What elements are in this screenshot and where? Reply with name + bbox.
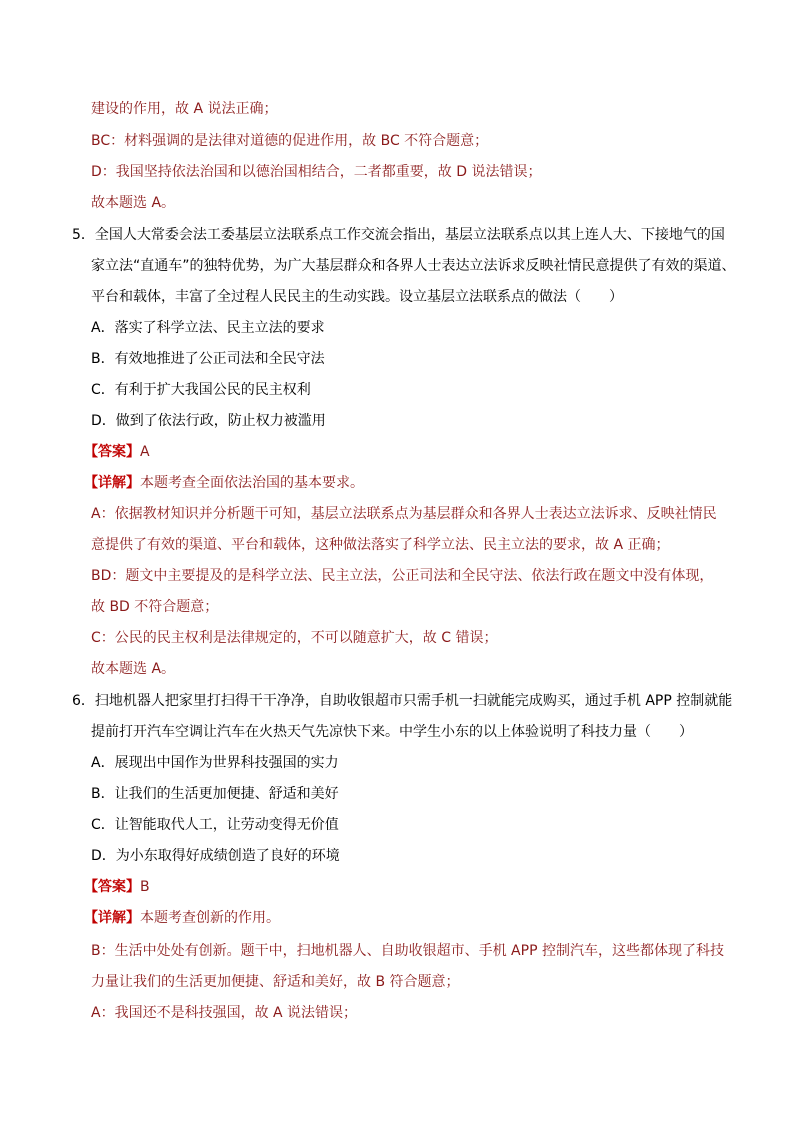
prev-explanation-line: 故本题选 A。	[91, 195, 176, 211]
q6-option-c: C．让智能取代人工，让劳动变得无价值	[91, 817, 339, 833]
q6-explanation-line: 力量让我们的生活更加便捷、舒适和美好，故 B 符合题意；	[91, 974, 460, 990]
q6-answer	[84, 877, 150, 897]
q6-explanation-line: B：生活中处处有创新。题干中，扫地机器人、自助收银超市、手机 APP 控制汽车，这些都体现了科技	[91, 943, 724, 959]
q6-detail	[84, 908, 280, 928]
answer-label: 【答案】	[84, 879, 140, 895]
answer-value: A	[140, 444, 150, 460]
q5-explanation-line: BD：题文中主要提及的是科学立法、民主立法，公正司法和全民守法、依法行政在题文中没有体现，	[91, 568, 714, 584]
prev-explanation-line: BC：材料强调的是法律对道德的促进作用，故 BC 不符合题意；	[91, 133, 489, 149]
prev-explanation-line: 建设的作用，故 A 说法正确；	[91, 101, 278, 117]
q6-stem-line: 6．扫地机器人把家里打扫得干干净净，自助收银超市只需手机一扫就能完成购买，通过手机 APP 控制就能	[72, 693, 733, 709]
q5-explanation-line: 故 BD 不符合题意；	[91, 599, 219, 615]
detail-intro: 本题考查创新的作用。	[140, 910, 280, 926]
q5-option-a: A．落实了科学立法、民主立法的要求	[91, 320, 325, 336]
detail-label: 【详解】	[84, 475, 140, 491]
q6-option-a: A．展现出中国作为世界科技强国的实力	[91, 755, 339, 771]
q5-detail	[84, 473, 364, 493]
answer-label: 【答案】	[84, 444, 140, 460]
detail-intro: 本题考查全面依法治国的基本要求。	[140, 475, 364, 491]
q5-option-c: C．有利于扩大我国公民的民主权利	[91, 382, 311, 398]
q5-explanation-line: A：依据教材知识并分析题干可知，基层立法联系点为基层群众和各界人士表达立法诉求、反映社情民	[91, 506, 717, 522]
prev-explanation-line: D：我国坚持依法治国和以德治国相结合，二者都重要，故 D 说法错误；	[91, 164, 542, 180]
q6-option-d: D．为小东取得好成绩创造了良好的环境	[91, 848, 340, 864]
detail-label: 【详解】	[84, 910, 140, 926]
q6-option-b: B．让我们的生活更加便捷、舒适和美好	[91, 786, 339, 802]
q5-stem-line: 5．全国人大常委会法工委基层立法联系点工作交流会指出，基层立法联系点以其上连人大、下接地气的国	[72, 227, 725, 243]
answer-value: B	[140, 879, 150, 895]
q5-option-d: D．做到了依法行政，防止权力被滥用	[91, 413, 326, 429]
q5-explanation-line: C：公民的民主权利是法律规定的，不可以随意扩大，故 C 错误；	[91, 630, 498, 646]
q5-stem-line: 平台和载体，丰富了全过程人民民主的生动实践。设立基层立法联系点的做法（ ）	[91, 289, 623, 305]
q5-explanation-line: 故本题选 A。	[91, 661, 176, 677]
q5-option-b: B．有效地推进了公正司法和全民守法	[91, 351, 325, 367]
q5-answer	[84, 442, 150, 462]
q5-explanation-line: 意提供了有效的渠道、平台和载体，这种做法落实了科学立法、民主立法的要求，故 A 正确；	[91, 537, 670, 553]
q5-stem-line: 家立法“直通车”的独特优势，为广大基层群众和各界人士表达立法诉求反映社情民意提供了有效的渠道、	[91, 258, 736, 274]
q6-stem-line: 提前打开汽车空调让汽车在火热天气先凉快下来。中学生小东的以上体验说明了科技力量（ ）	[91, 724, 693, 740]
q6-explanation-line: A：我国还不是科技强国，故 A 说法错误；	[91, 1005, 358, 1021]
